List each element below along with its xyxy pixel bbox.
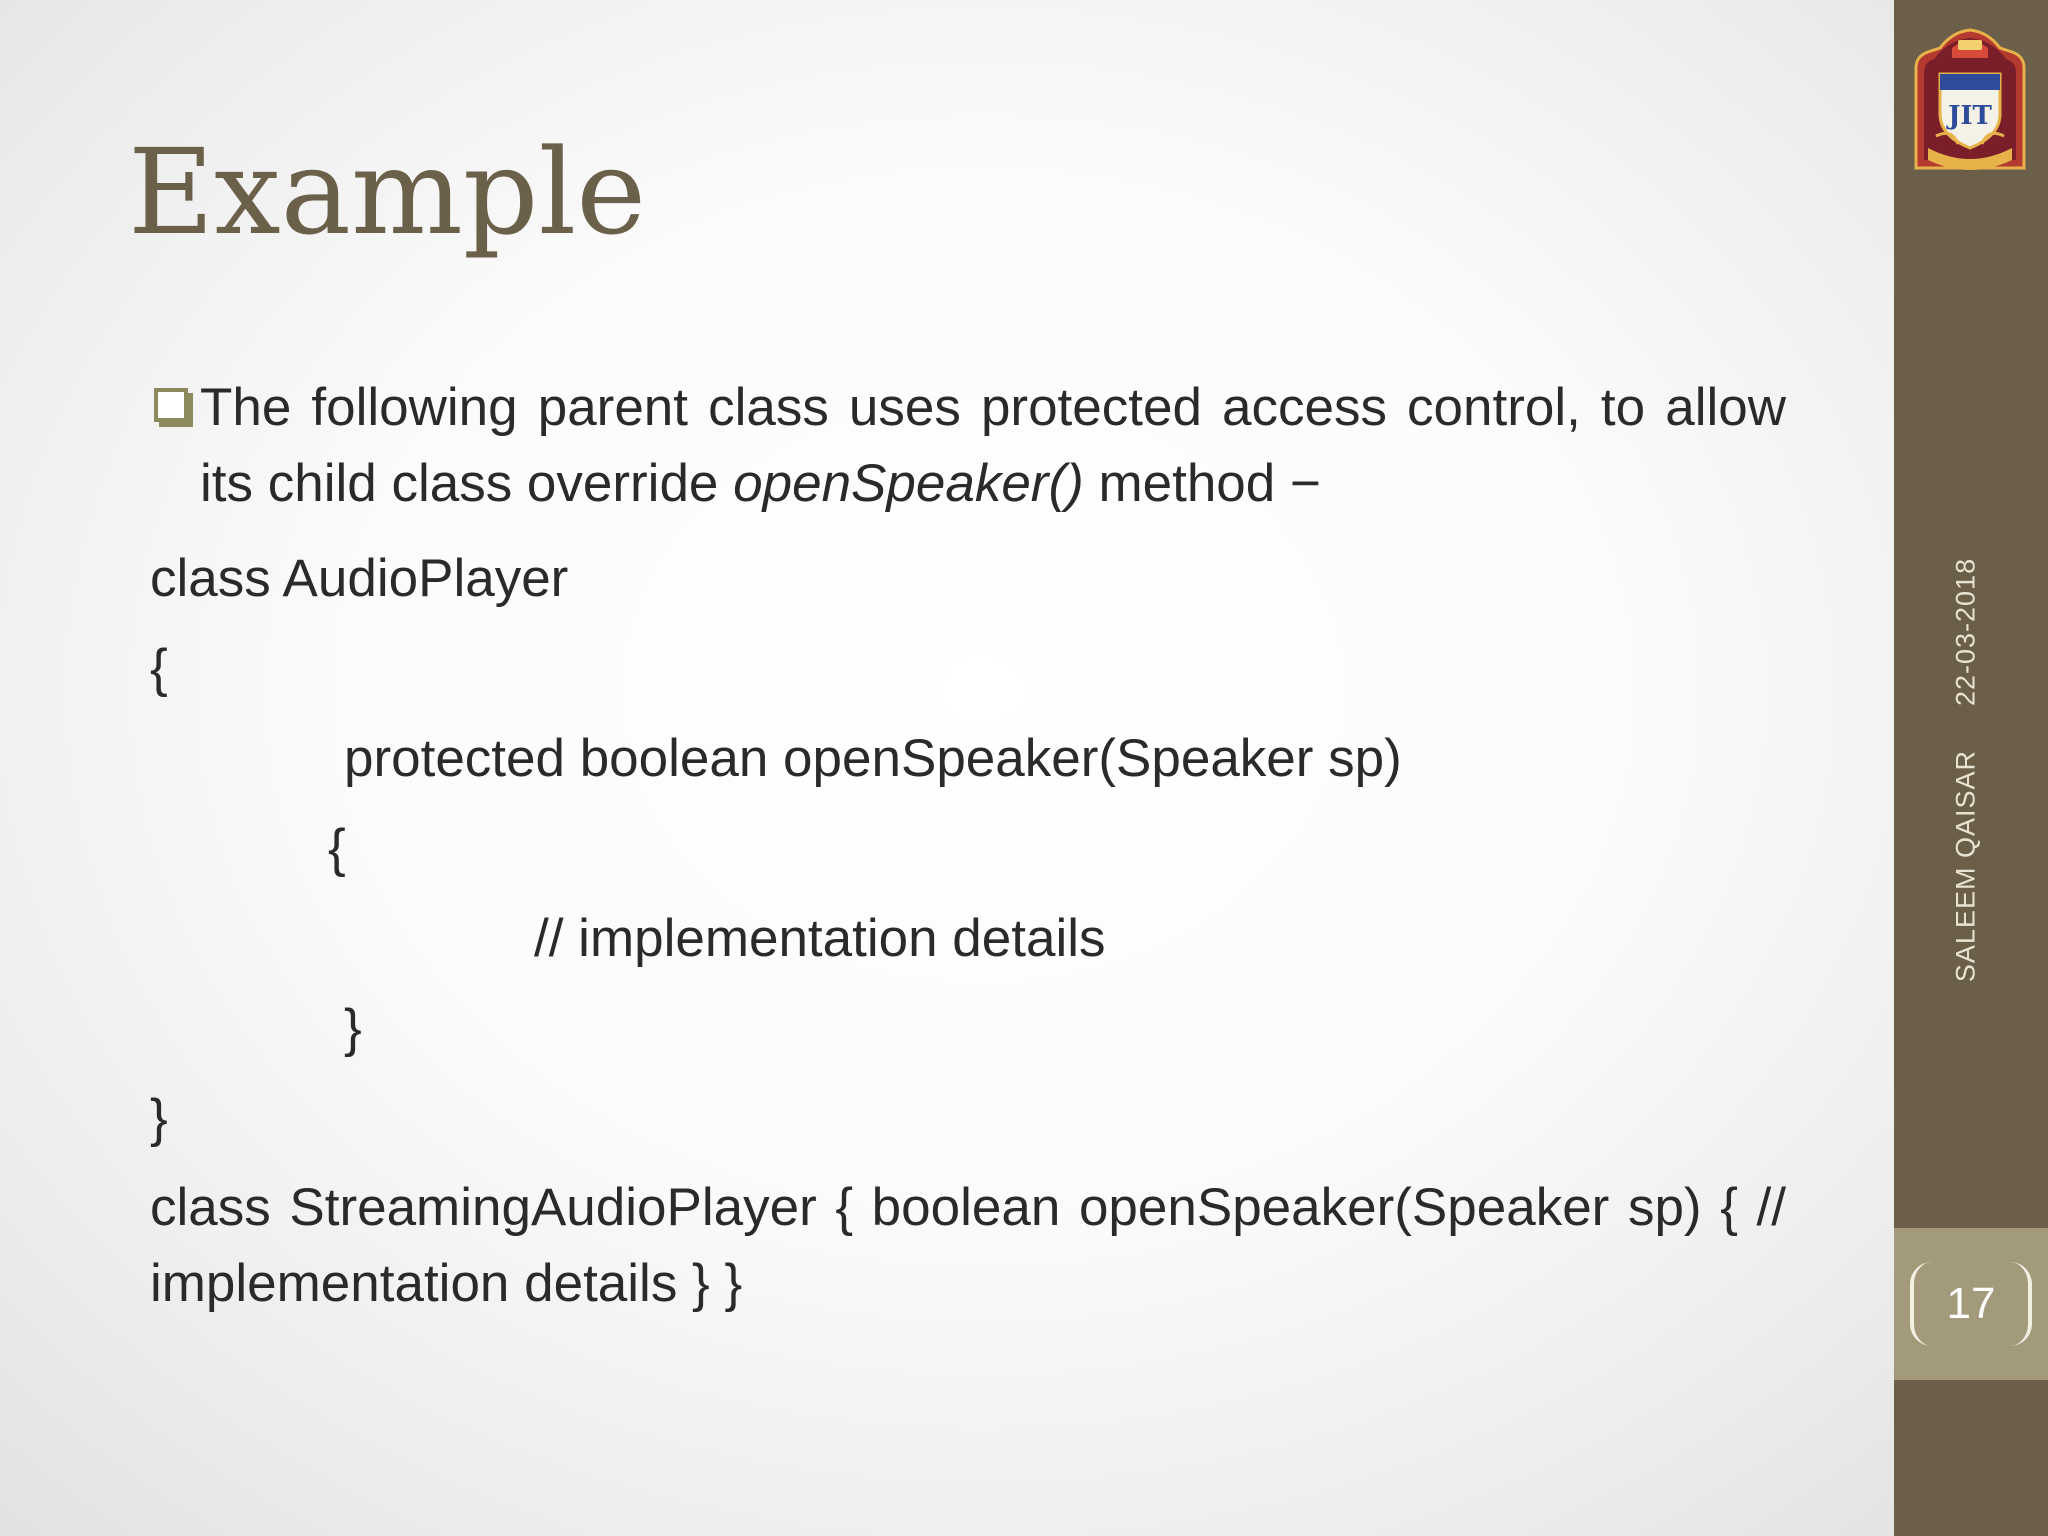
- bullet-text-end: method −: [1083, 454, 1321, 513]
- footer-vertical-text: [1951, 558, 1982, 982]
- author-name: SALEEM QAISAR: [1950, 750, 1981, 983]
- code-line-open-brace: {: [150, 639, 168, 698]
- code-line-close-brace: }: [150, 1089, 168, 1148]
- bullet-text-start: The following parent class uses protected access control, to allow its child class override: [200, 378, 1786, 513]
- checkbox-bullet-icon: [154, 388, 188, 422]
- slide-title: Example: [128, 123, 647, 261]
- code-line-method-signature: protected boolean openSpeaker(Speaker sp): [344, 729, 1402, 788]
- subclass-paragraph: class StreamingAudioPlayer { boolean openSpeaker(Speaker sp) { // implementation details } }: [150, 1178, 1786, 1313]
- code-line-method-open-brace: {: [328, 819, 346, 878]
- slide-content: [150, 370, 1786, 1375]
- method-name: openSpeaker(): [733, 454, 1084, 513]
- slide-date: 22-03-2018: [1950, 557, 1981, 707]
- code-line-class-declaration: class AudioPlayer: [150, 549, 569, 608]
- page-number: 17: [1910, 1262, 2032, 1346]
- bullet-paragraph: [150, 370, 1786, 522]
- code-line-method-close-brace: }: [344, 999, 362, 1058]
- page-number-box: [1894, 1228, 2048, 1380]
- college-logo-icon: [1912, 28, 2028, 176]
- code-line-comment: // implementation details: [534, 909, 1106, 968]
- svg-text:JIT: JIT: [1948, 101, 1992, 131]
